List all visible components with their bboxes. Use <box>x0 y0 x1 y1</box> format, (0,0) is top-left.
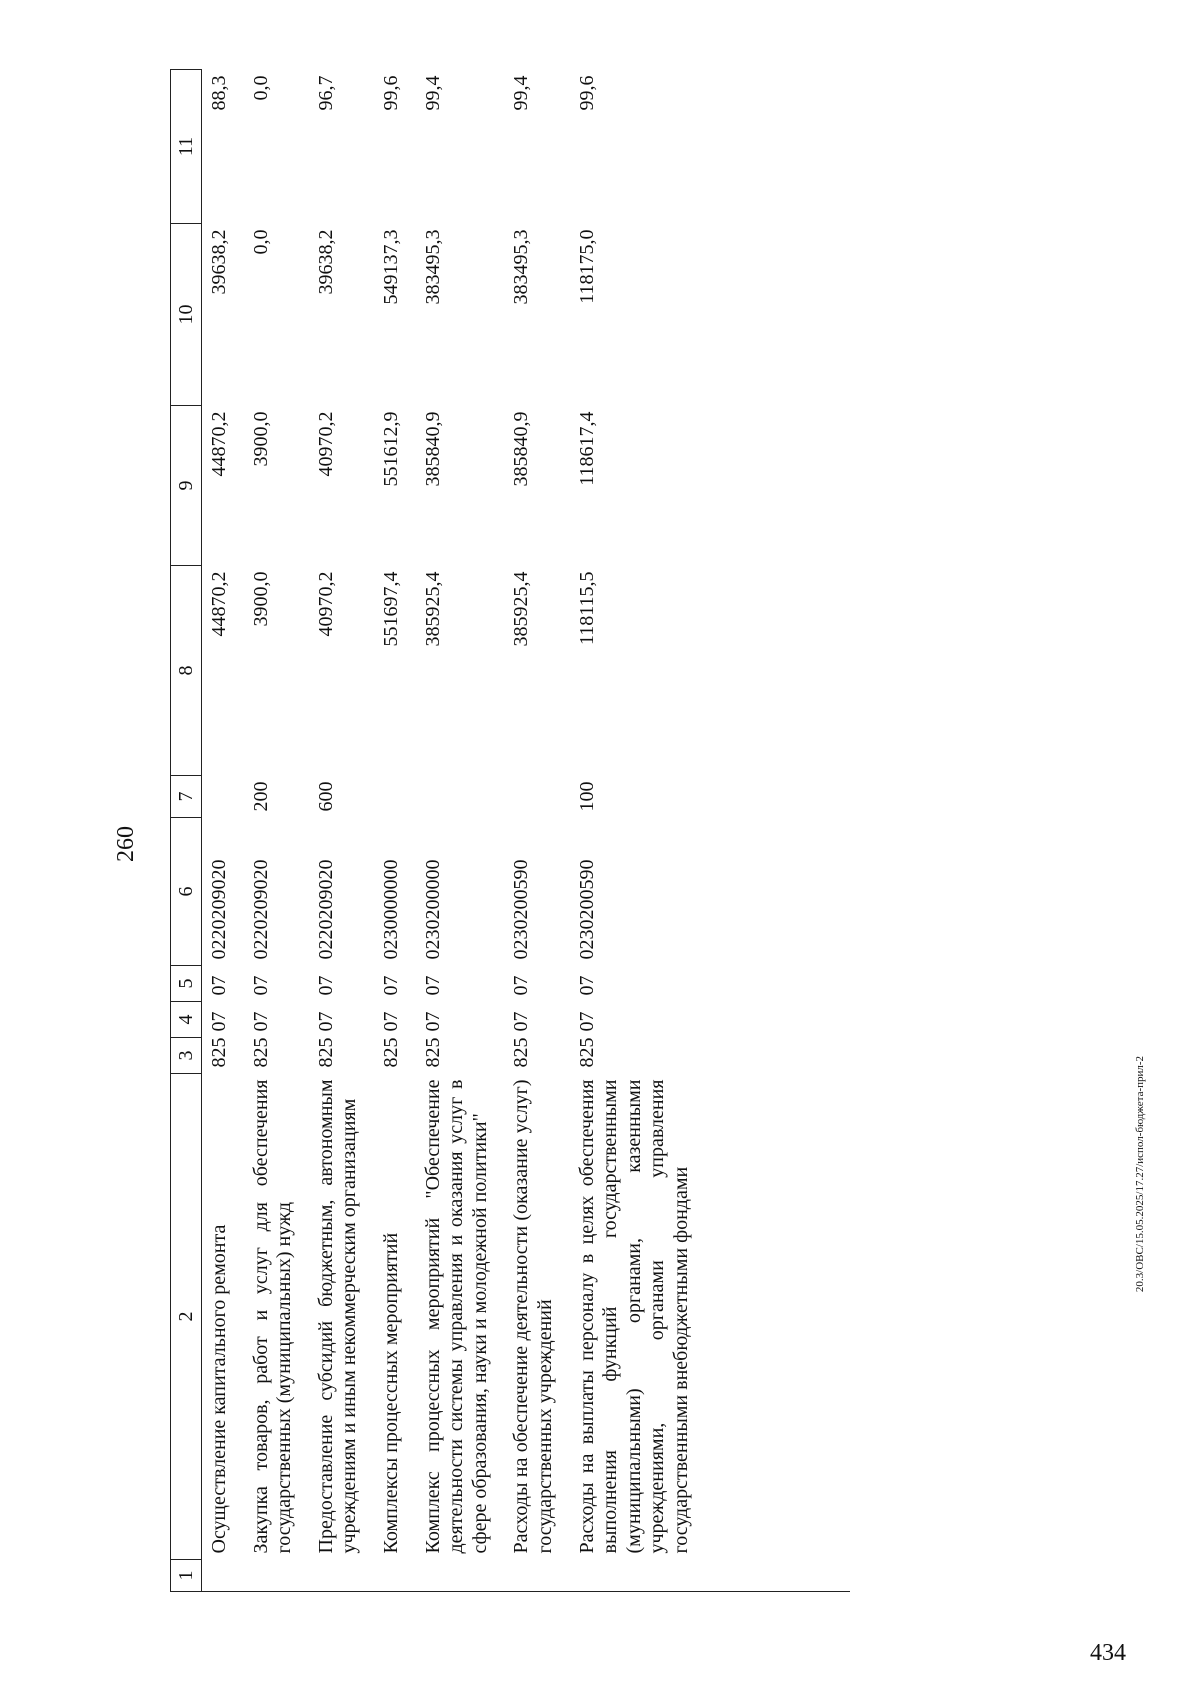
cell-value-10: 549137,3 <box>379 229 402 305</box>
col-header-5: 5 <box>171 966 202 1002</box>
cell-admin-code: 825 <box>575 1037 598 1068</box>
cell-section: 07 <box>510 1011 533 1032</box>
cell-value-8: 551697,4 <box>379 571 402 647</box>
cell-percent: 99,6 <box>379 75 402 111</box>
cell-expense-type: 100 <box>575 781 598 812</box>
cell-admin-code: 825 <box>510 1037 533 1068</box>
table-row <box>374 70 416 1592</box>
cell-percent: 99,4 <box>510 75 533 111</box>
budget-table <box>170 69 706 1592</box>
cell-admin-code: 825 <box>421 1037 444 1068</box>
col-header-8: 8 <box>171 566 202 776</box>
cell-section: 07 <box>421 1011 444 1032</box>
cell-subsection: 07 <box>421 975 444 996</box>
cell-target-article: 0230000000 <box>379 859 402 960</box>
cell-description: Комплексы процессных мероприятий <box>379 1232 402 1554</box>
cell-section: 07 <box>208 1011 230 1032</box>
cell-description: Расходы на выплаты персоналу в целях обеспечения выполнения функций государственными (муниципальными) органами, казенными учреждениями, органами управления государственными внебюджетными фондами <box>575 1079 692 1554</box>
cell-section: 07 <box>575 1011 598 1032</box>
cell-subsection: 07 <box>510 975 533 996</box>
cell-value-9: 44870,2 <box>208 411 230 477</box>
cell-value-10: 383495,3 <box>421 229 444 305</box>
table-row <box>309 70 374 1592</box>
cell-value-9: 385840,9 <box>421 411 444 487</box>
cell-value-9: 40970,2 <box>314 411 337 477</box>
cell-value-10: 0,0 <box>249 229 272 255</box>
cell-description: Комплекс процессных мероприятий "Обеспечение деятельности системы управления и оказания услуг в сфере образования, науки и молодежной политики" <box>421 1079 491 1554</box>
col-header-3: 3 <box>171 1038 202 1074</box>
cell-empty <box>202 1560 244 1592</box>
cell-target-article: 0220209020 <box>208 859 230 960</box>
cell-value-9: 3900,0 <box>249 411 272 467</box>
cell-value-8: 385925,4 <box>421 571 444 647</box>
cell-admin-code: 825 <box>314 1037 337 1068</box>
document-reference-note: 20.3/ОВС/15.05.2025/17.27/испол-бюджета-прил-2 <box>1134 1055 1146 1293</box>
cell-description: Закупка товаров, работ и услуг для обеспечения государственных (муниципальных) нужд <box>249 1079 296 1554</box>
cell-subsection: 07 <box>314 975 337 996</box>
cell-admin-code: 825 <box>379 1037 402 1068</box>
cell-description: Предоставление субсидий бюджетным, автономным учреждениям и иным некоммерческим организациям <box>314 1079 361 1554</box>
cell-empty <box>416 1560 505 1592</box>
cell-percent: 96,7 <box>314 75 337 111</box>
cell-empty <box>309 1560 374 1592</box>
cell-target-article: 0230200590 <box>575 859 598 960</box>
cell-value-10: 39638,2 <box>314 229 337 295</box>
cell-value-10: 118175,0 <box>575 229 598 304</box>
col-header-11: 11 <box>171 70 202 224</box>
cell-target-article: 0230200590 <box>510 859 533 960</box>
cell-subsection: 07 <box>249 975 272 996</box>
cell-empty <box>504 1560 569 1592</box>
cell-section: 07 <box>314 1011 337 1032</box>
table-header-row <box>171 70 202 1592</box>
cell-expense-type: 600 <box>314 781 337 812</box>
cell-empty <box>570 1560 706 1592</box>
cell-value-8: 40970,2 <box>314 571 337 637</box>
cell-description: Расходы на обеспечение деятельности (оказание услуг) государственных учреждений <box>510 1079 556 1554</box>
table-row <box>416 70 505 1592</box>
cell-expense-type <box>374 776 416 818</box>
cell-subsection: 07 <box>575 975 598 996</box>
col-header-4: 4 <box>171 1002 202 1038</box>
cell-percent: 88,3 <box>208 75 230 111</box>
cell-value-8: 44870,2 <box>208 571 230 637</box>
col-header-10: 10 <box>171 224 202 406</box>
table-row <box>244 70 309 1592</box>
cell-percent: 0,0 <box>249 75 272 101</box>
cell-description: Осуществление капитального ремонта <box>208 1224 230 1554</box>
table-row <box>570 70 706 1592</box>
budget-table-container <box>170 70 850 1592</box>
cell-value-9: 551612,9 <box>379 411 402 487</box>
cell-expense-type <box>504 776 569 818</box>
cell-expense-type: 200 <box>249 781 272 812</box>
cell-value-9: 385840,9 <box>510 411 533 487</box>
cell-value-8: 385925,4 <box>510 571 533 647</box>
table-left-border <box>170 1591 850 1592</box>
cell-section: 07 <box>379 1011 402 1032</box>
cell-value-10: 383495,3 <box>510 229 533 305</box>
cell-target-article: 0220209020 <box>314 859 337 960</box>
col-header-9: 9 <box>171 406 202 566</box>
cell-value-10: 39638,2 <box>208 229 230 295</box>
cell-value-9: 118617,4 <box>575 411 598 486</box>
cell-percent: 99,4 <box>421 75 444 111</box>
col-header-1: 1 <box>171 1560 202 1592</box>
cell-value-8: 118115,5 <box>575 571 598 646</box>
cell-section: 07 <box>249 1011 272 1032</box>
cell-empty <box>374 1560 416 1592</box>
cell-target-article: 0220209020 <box>249 859 272 960</box>
cell-expense-type <box>202 776 244 818</box>
table-row <box>202 70 244 1592</box>
cell-percent: 99,6 <box>575 75 598 111</box>
cell-value-8: 3900,0 <box>249 571 272 627</box>
table-row <box>504 70 569 1592</box>
col-header-6: 6 <box>171 818 202 966</box>
cell-target-article: 0230200000 <box>421 859 444 960</box>
cell-subsection: 07 <box>208 975 230 996</box>
cell-expense-type <box>416 776 505 818</box>
col-header-7: 7 <box>171 776 202 818</box>
cell-admin-code: 825 <box>208 1037 230 1068</box>
cell-empty <box>244 1560 309 1592</box>
cell-admin-code: 825 <box>249 1037 272 1068</box>
page-number-bottom: 434 <box>1090 1640 1126 1666</box>
col-header-2: 2 <box>171 1074 202 1560</box>
page-number-top: 260 <box>113 826 139 862</box>
cell-subsection: 07 <box>379 975 402 996</box>
